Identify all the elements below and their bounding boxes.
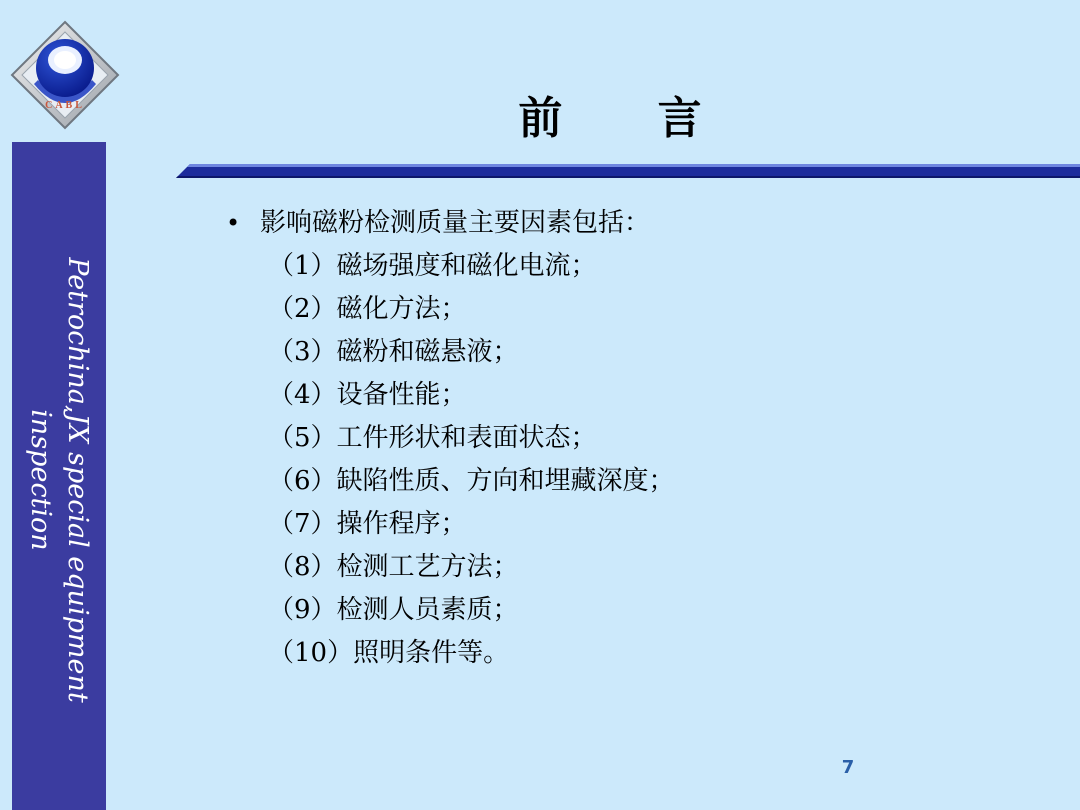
bullet-item <box>226 202 1046 245</box>
list-item: （8）检测工艺方法； <box>268 552 519 582</box>
page-title: 前 言 <box>518 93 742 144</box>
factor-list <box>226 245 1046 675</box>
list-item: （3）磁粉和磁悬液； <box>268 337 519 367</box>
list-item: （5）工件形状和表面状态； <box>268 423 597 453</box>
list-item: （6）缺陷性质、方向和埋藏深度； <box>268 466 675 496</box>
list-item: （9）检测人员素质； <box>268 595 519 625</box>
sidebar-text <box>22 180 96 780</box>
logo-emblem <box>8 18 122 132</box>
logo-text: CABL <box>45 100 85 111</box>
bullet-dot-icon: • <box>226 209 241 237</box>
title-divider <box>176 164 1080 178</box>
list-item: （7）操作程序； <box>268 509 467 539</box>
list-item: （1）磁场强度和磁化电流； <box>268 251 597 281</box>
list-item: （10）照明条件等。 <box>268 638 510 668</box>
sidebar-line-2: inspection <box>25 409 56 551</box>
list-item: （2）磁化方法； <box>268 294 467 324</box>
page-number: 7 <box>841 757 855 778</box>
content-body <box>226 202 1046 675</box>
list-item: （4）设备性能； <box>268 380 467 410</box>
bullet-text: 影响磁粉检测质量主要因素包括： <box>260 208 651 238</box>
sidebar-line-1: Petrochina,JX special equipment <box>62 257 93 703</box>
